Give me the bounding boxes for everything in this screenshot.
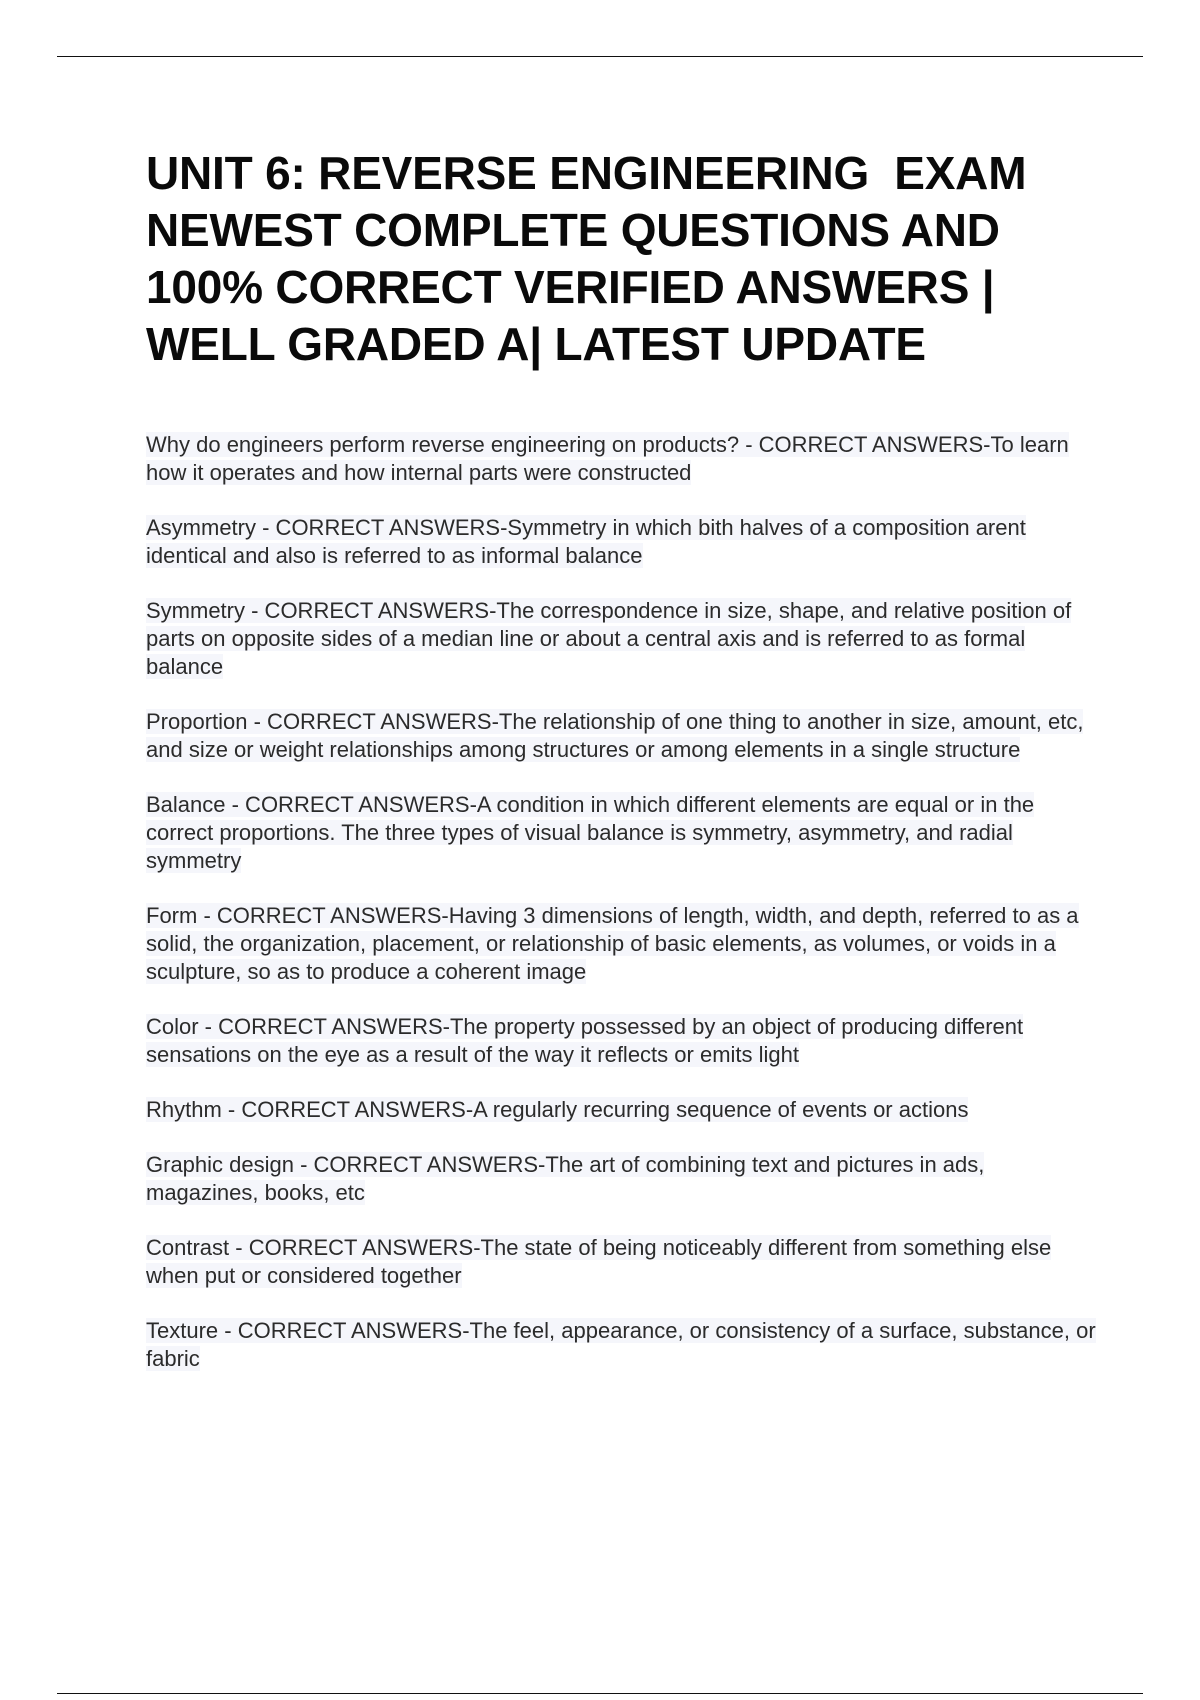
qa-entry xyxy=(146,708,1096,764)
qa-entry-text: Form - CORRECT ANSWERS-Having 3 dimensions of length, width, and depth, referred to as a solid, the organization, placement, or relationship of basic elements, as volumes, or voids in a sculpture, so as to produce a coherent image xyxy=(146,903,1079,984)
qa-entry-text: Symmetry - CORRECT ANSWERS-The correspondence in size, shape, and relative position of parts on opposite sides of a median line or about a central axis and is referred to as formal balance xyxy=(146,598,1072,679)
document-body xyxy=(146,145,1096,1400)
top-rule xyxy=(57,56,1143,57)
bottom-rule xyxy=(57,1693,1143,1694)
qa-entry-text: Proportion - CORRECT ANSWERS-The relationship of one thing to another in size, amount, etc, and size or weight relationships among structures or among elements in a single structure xyxy=(146,709,1084,762)
qa-entry xyxy=(146,597,1096,681)
qa-entry-text: Graphic design - CORRECT ANSWERS-The art of combining text and pictures in ads, magazines, books, etc xyxy=(146,1152,985,1205)
qa-entry-text: Color - CORRECT ANSWERS-The property possessed by an object of producing different sensations on the eye as a result of the way it reflects or emits light xyxy=(146,1014,1024,1067)
document-title: UNIT 6: REVERSE ENGINEERING EXAM NEWEST COMPLETE QUESTIONS AND 100% CORRECT VERIFIED ANSWERS | WELL GRADED A| LATEST UPDATE xyxy=(146,147,1039,370)
qa-entry-text: Rhythm - CORRECT ANSWERS-A regularly recurring sequence of events or actions xyxy=(146,1097,969,1122)
qa-entry xyxy=(146,902,1096,986)
qa-entry xyxy=(146,1234,1096,1290)
qa-entry-text: Contrast - CORRECT ANSWERS-The state of being noticeably different from something else when put or considered together xyxy=(146,1235,1052,1288)
qa-entry-text: Why do engineers perform reverse engineering on products? - CORRECT ANSWERS-To learn how it operates and how internal parts were constructed xyxy=(146,432,1069,485)
qa-entry xyxy=(146,791,1096,875)
qa-entry-text: Texture - CORRECT ANSWERS-The feel, appearance, or consistency of a surface, substance, or fabric xyxy=(146,1318,1096,1371)
qa-list xyxy=(146,431,1096,1373)
qa-entry xyxy=(146,431,1096,487)
qa-entry xyxy=(146,1151,1096,1207)
qa-entry-text: Balance - CORRECT ANSWERS-A condition in which different elements are equal or in the correct proportions. The three types of visual balance is symmetry, asymmetry, and radial symmetry xyxy=(146,792,1035,873)
qa-entry xyxy=(146,514,1096,570)
qa-entry xyxy=(146,1317,1096,1373)
qa-entry-text: Asymmetry - CORRECT ANSWERS-Symmetry in which bith halves of a composition arent identical and also is referred to as informal balance xyxy=(146,515,1026,568)
qa-entry xyxy=(146,1096,1096,1124)
qa-entry xyxy=(146,1013,1096,1069)
